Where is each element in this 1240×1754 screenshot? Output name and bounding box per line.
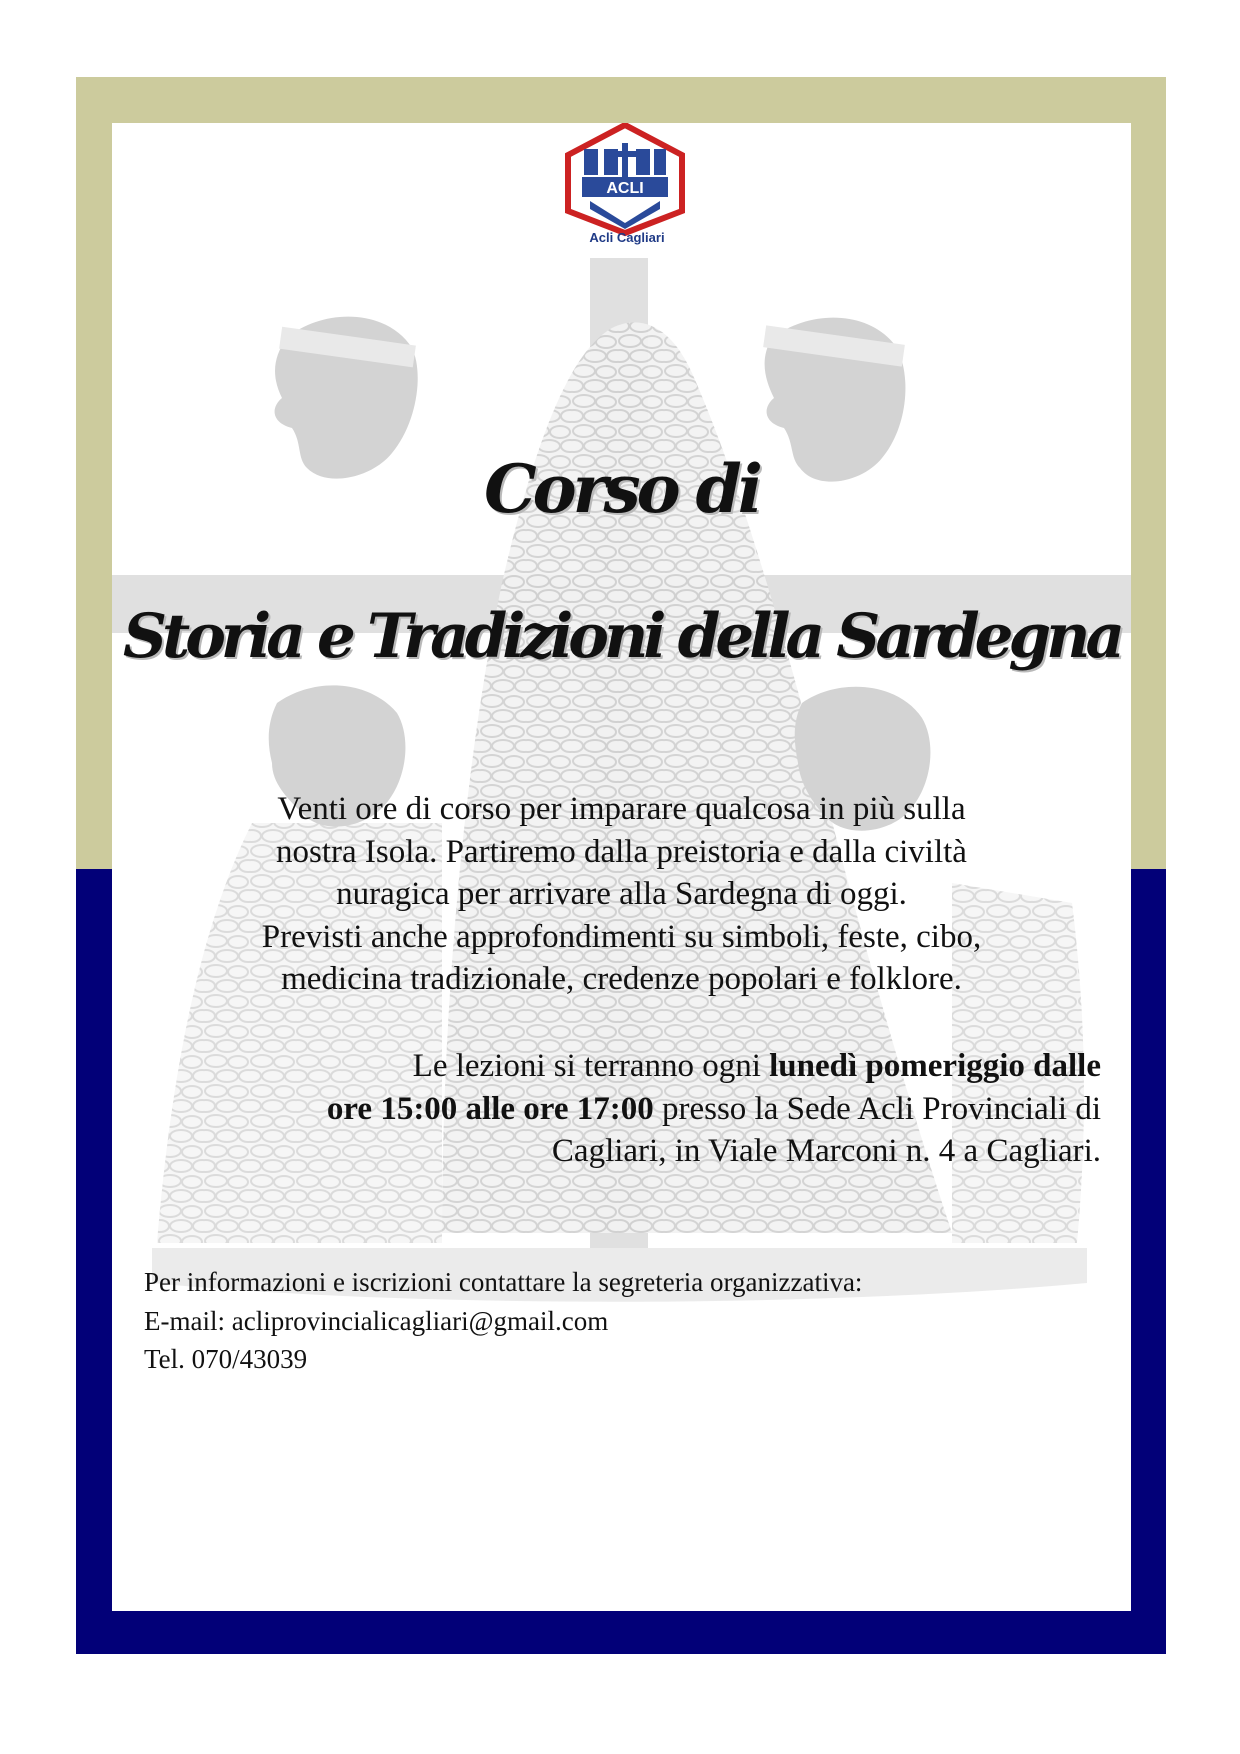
contact-info xyxy=(144,1263,1104,1379)
schedule-time: ore 15:00 alle ore 17:00 xyxy=(326,1090,654,1127)
course-title-line2: Storia e Tradizioni della Sardegna xyxy=(122,601,1120,672)
poster-panel xyxy=(112,123,1131,1611)
contact-phone[interactable]: Tel. 070/43039 xyxy=(144,1344,308,1374)
description-line: nostra Isola. Partiremo dalla preistoria e dalla civiltà xyxy=(276,833,967,870)
description-line: medicina tradizionale, credenze popolari e folklore. xyxy=(281,961,962,997)
schedule-text: presso la Sede Acli Provinciali di xyxy=(653,1090,1101,1127)
lesson-schedule xyxy=(151,1045,1101,1173)
schedule-line xyxy=(151,1088,1101,1131)
schedule-day: lunedì pomeriggio dalle xyxy=(769,1048,1101,1084)
logo-caption: Acli Cagliari xyxy=(589,230,665,245)
description-line: Venti ore di corso per imparare qualcosa in più sulla xyxy=(277,791,966,827)
description-line: nuragica per arrivare alla Sardegna di oggi. xyxy=(336,876,907,912)
schedule-address: Cagliari, in Viale Marconi n. 4 a Cagliari. xyxy=(551,1133,1101,1169)
contact-email[interactable]: E-mail: acliprovincialicagliari@gmail.com xyxy=(144,1305,609,1336)
course-description xyxy=(132,788,1111,1001)
schedule-line xyxy=(151,1045,1101,1088)
acli-logo-mark: ACLI xyxy=(606,180,644,197)
schedule-text: Le lezioni si terranno ogni xyxy=(412,1048,770,1084)
contact-intro: Per informazioni e iscrizioni contattare la segreteria organizzativa: xyxy=(144,1267,863,1297)
description-line: Previsti anche approfondimenti su simboli, feste, cibo, xyxy=(261,918,982,955)
course-title-line1: Corso di xyxy=(484,450,759,528)
